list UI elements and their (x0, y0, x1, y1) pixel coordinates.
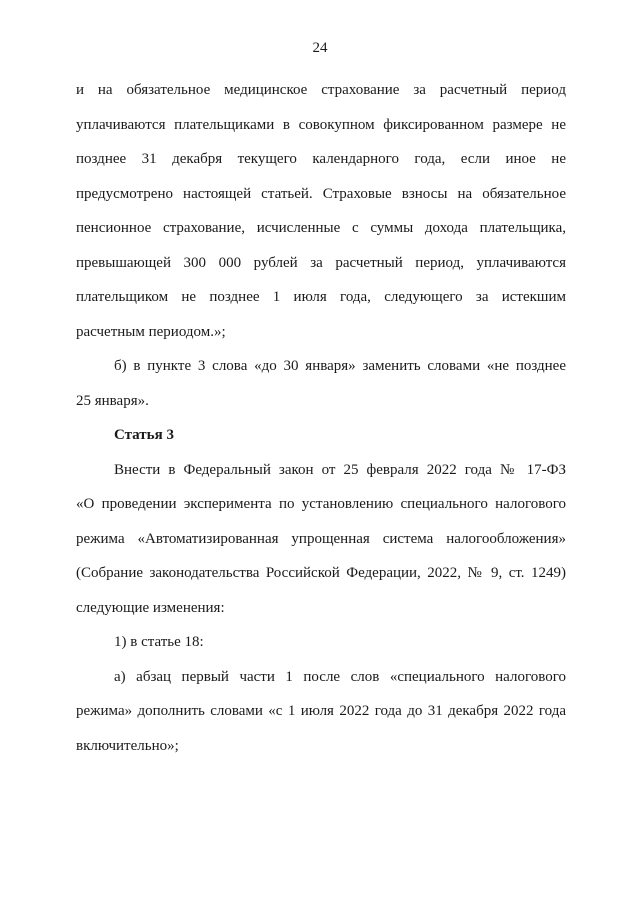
page-number: 24 (312, 40, 328, 56)
text-line: 1) в статье 18: (114, 634, 204, 650)
text-line: режима» дополнить словами «с 1 июля 2022 года до 31 декабря 2022 года (76, 703, 566, 719)
text-line: уплачиваются плательщиками в совокупном фиксированном размере не (76, 116, 566, 133)
text-line: режима «Автоматизированная упрощенная система налогообложения» (76, 530, 566, 547)
text-line: включительно»; (76, 737, 179, 754)
text-line: предусмотрено настоящей статьей. Страховые взносы на обязательное (76, 185, 566, 202)
text-line: 25 января». (76, 392, 149, 409)
text-line: следующие изменения: (76, 599, 225, 616)
document-body (76, 73, 566, 763)
text-line: б) в пункте 3 слова «до 30 января» заменить словами «не позднее (114, 358, 566, 374)
text-line: и на обязательное медицинское страхование за расчетный период (76, 82, 566, 98)
text-line: (Собрание законодательства Российской Федерации, 2022, № 9, ст. 1249) (76, 565, 566, 581)
text-line: пенсионное страхование, исчисленные с суммы дохода плательщика, (76, 220, 566, 236)
text-line: «О проведении эксперимента по установлению специального налогового (76, 496, 566, 512)
text-line: превышающей 300 000 рублей за расчетный период, уплачиваются (76, 254, 566, 271)
paragraph-continuation (76, 73, 566, 349)
paragraph-amendment-intro (76, 453, 566, 626)
article-heading (76, 418, 566, 453)
text-line: плательщиком не позднее 1 июля года, следующего за истекшим (76, 289, 566, 305)
paragraph-item-1 (76, 625, 566, 660)
paragraph-item-a (76, 660, 566, 764)
article-title: Статья 3 (114, 427, 174, 443)
text-line: позднее 31 декабря текущего календарного года, если иное не (76, 151, 566, 167)
paragraph-item-b (76, 349, 566, 418)
text-line: а) абзац первый части 1 после слов «специального налогового (114, 668, 566, 685)
text-line: Внести в Федеральный закон от 25 февраля 2022 года № 17-ФЗ (114, 461, 566, 478)
text-line: расчетным периодом.»; (76, 323, 226, 340)
